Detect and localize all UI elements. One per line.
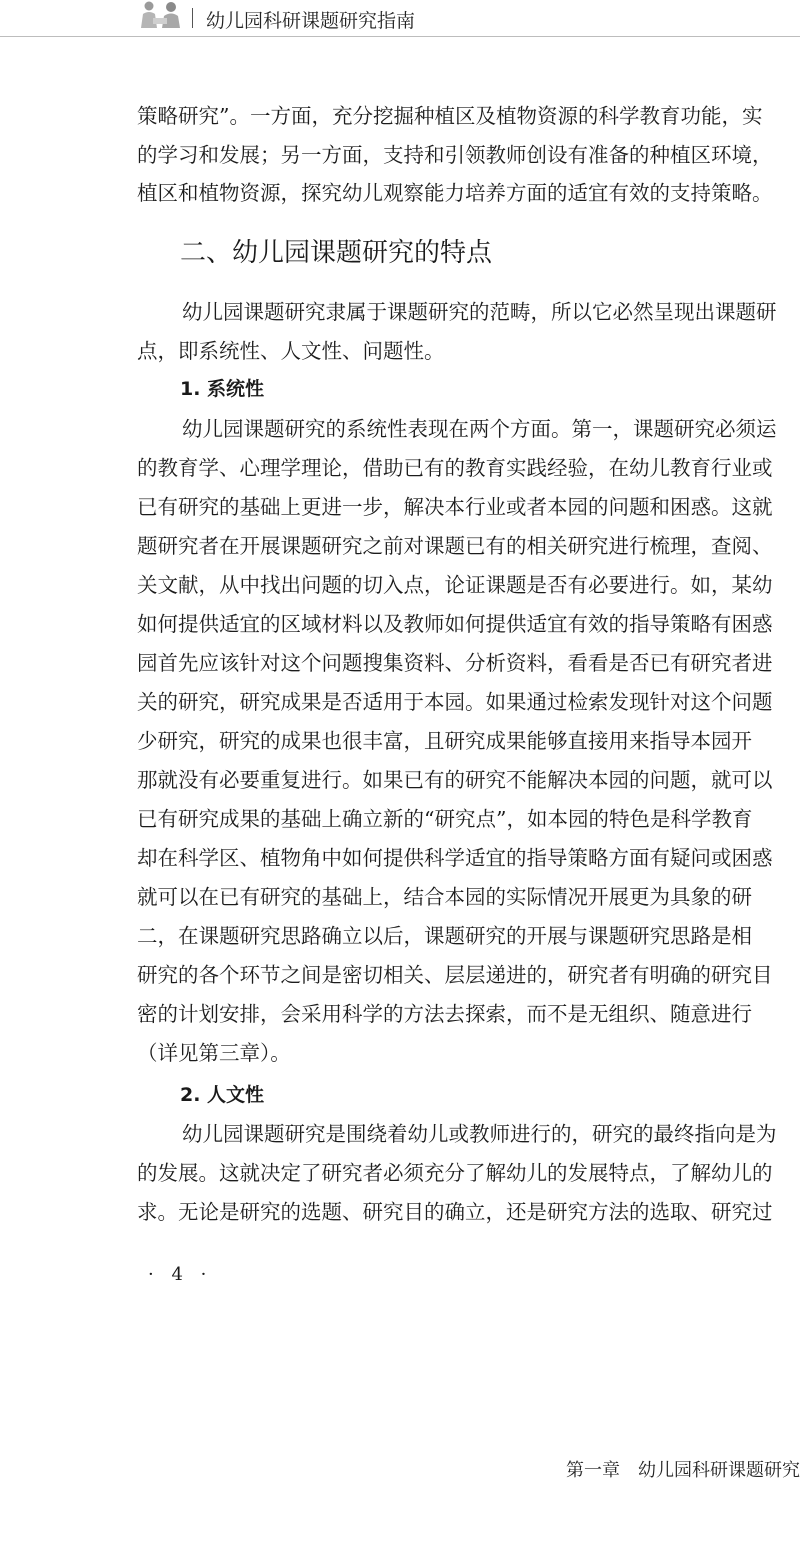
body-line: 园首先应该针对这个问题搜集资料、分析资料，看看是否已有研究者进 bbox=[137, 651, 773, 675]
body-line: 幼儿园课题研究的系统性表现在两个方面。第一，课题研究必须运 bbox=[182, 417, 777, 441]
body-line: （详见第三章）。 bbox=[137, 1041, 291, 1065]
body-line: 已有研究的基础上更进一步，解决本行业或者本园的问题和困惑。这就 bbox=[137, 495, 773, 519]
body-line: 研究的各个环节之间是密切相关、层层递进的，研究者有明确的研究目 bbox=[137, 963, 773, 987]
body-line: 关的研究，研究成果是否适用于本园。如果通过检索发现针对这个问题 bbox=[137, 690, 773, 714]
page-footer bbox=[0, 1440, 800, 1546]
body-line: 点，即系统性、人文性、问题性。 bbox=[137, 339, 445, 363]
page-number: · 4 · bbox=[148, 1264, 213, 1285]
body-line: 植区和植物资源，探究幼儿观察能力培养方面的适宜有效的支持策略。 bbox=[137, 181, 773, 205]
body-line: 密的计划安排，会采用科学的方法去探索，而不是无组织、随意进行 bbox=[137, 1002, 752, 1026]
body-line: 却在科学区、植物角中如何提供科学适宜的指导策略方面有疑问或困惑 bbox=[137, 846, 773, 870]
section-heading: 二、幼儿园课题研究的特点 bbox=[180, 238, 493, 268]
body-line: 如何提供适宜的区域材料以及教师如何提供适宜有效的指导策略有困惑 bbox=[137, 612, 773, 636]
body-line: 的发展。这就决定了研究者必须充分了解幼儿的发展特点，了解幼儿的 bbox=[137, 1161, 773, 1185]
body-line: 那就没有必要重复进行。如果已有的研究不能解决本园的问题，就可以 bbox=[137, 768, 773, 792]
footer-chapter-title: 第一章 幼儿园科研课题研究 bbox=[566, 1460, 800, 1481]
body-line: 幼儿园课题研究是围绕着幼儿或教师进行的，研究的最终指向是为 bbox=[182, 1122, 777, 1146]
subsection-heading: 2. 人文性 bbox=[180, 1084, 265, 1106]
body-line: 就可以在已有研究的基础上，结合本园的实际情况开展更为具象的研 bbox=[137, 885, 752, 909]
body-line: 的教育学、心理学理论，借助已有的教育实践经验，在幼儿教育行业或 bbox=[137, 456, 773, 480]
body-line: 幼儿园课题研究隶属于课题研究的范畴，所以它必然呈现出课题研 bbox=[182, 300, 777, 324]
body-line: 的学习和发展；另一方面，支持和引领教师创设有准备的种植区环境， bbox=[137, 143, 773, 167]
body-line: 二，在课题研究思路确立以后，课题研究的开展与课题研究思路是相 bbox=[137, 924, 752, 948]
header-book-title: 幼儿园科研课题研究指南 bbox=[206, 10, 416, 32]
body-line: 求。无论是研究的选题、研究目的确立，还是研究方法的选取、研究过 bbox=[137, 1200, 773, 1224]
body-line: 题研究者在开展课题研究之前对课题已有的相关研究进行梳理，查阅、 bbox=[137, 534, 773, 558]
body-line: 关文献，从中找出问题的切入点，论证课题是否有必要进行。如，某幼 bbox=[137, 573, 773, 597]
body-line: 已有研究成果的基础上确立新的“研究点”，如本园的特色是科学教育 bbox=[137, 807, 753, 831]
subsection-heading: 1. 系统性 bbox=[180, 378, 265, 400]
body-line: 少研究，研究的成果也很丰富，且研究成果能够直接用来指导本园开 bbox=[137, 729, 752, 753]
body-line: 策略研究”。一方面，充分挖掘种植区及植物资源的科学教育功能，实 bbox=[137, 104, 763, 128]
